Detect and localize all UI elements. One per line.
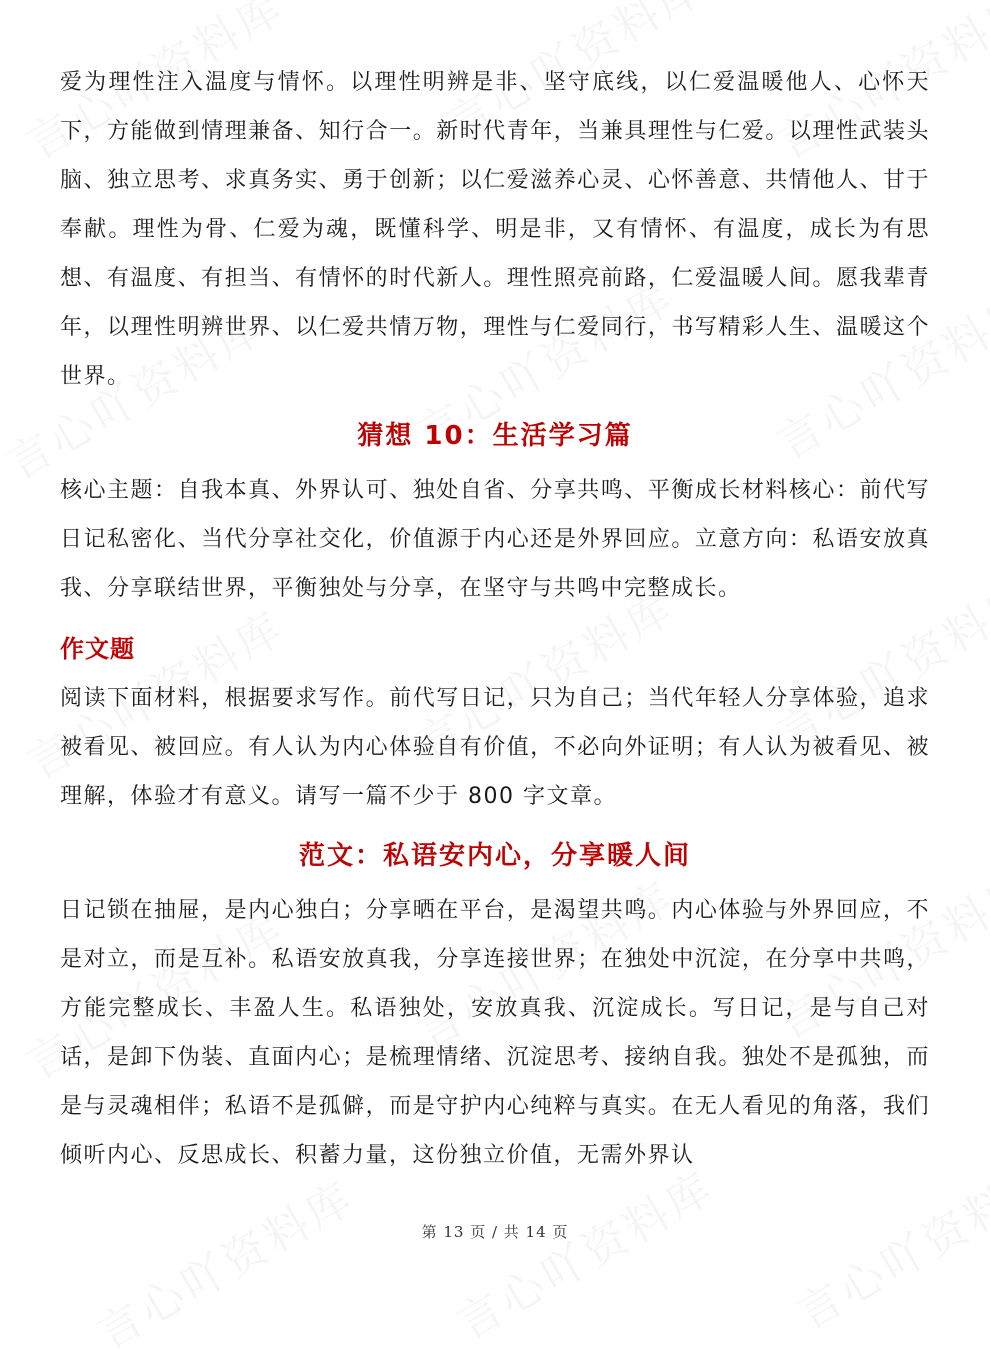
- core-theme-paragraph: 核心主题：自我本真、外界认可、独处自省、分享共鸣、平衡成长材料核心：前代写日记私密化、当代分享社交化，价值源于内心还是外界回应。立意方向：私语安放真我、分享联结世界，平衡独处与分享，在坚守与共鸣中完整成长。: [60, 478, 930, 601]
- section-heading-guess-10: 猜想 10：生活学习篇: [357, 421, 633, 451]
- sample-essay-paragraph: 日记锁在抽屉，是内心独白；分享晒在平台，是渴望共鸣。内心体验与外界回应，不是对立，而是互补。私语安放真我，分享连接世界；在独处中沉淀，在分享中共鸣，方能完整成长、丰盈人生。私语独处，安放真我、沉淀成长。写日记，是与自己对话，是卸下伪装、直面内心；是梳理情绪、沉淀思考、接纳自我。独处不是孤独，而是与灵魂相伴；私语不是孤僻，而是守护内心纯粹与真实。在无人看见的角落，我们倾听内心、反思成长、积蓄力量，这份独立价值，无需外界认: [60, 898, 930, 1168]
- document-body: [60, 58, 930, 1180]
- page-number-footer: 第 13 页 / 共 14 页: [421, 1223, 569, 1241]
- sample-essay-title: 范文：私语安内心，分享暖人间: [298, 841, 691, 871]
- body-paragraph-reason-love: 爱为理性注入温度与情怀。以理性明辨是非、坚守底线，以仁爱温暖他人、心怀天下，方能做到情理兼备、知行合一。新时代青年，当兼具理性与仁爱。以理性武装头脑、独立思考、求真务实、勇于创新；以仁爱滋养心灵、心怀善意、共情他人、甘于奉献。理性为骨、仁爱为魂，既懂科学、明是非，又有情怀、有温度，成长为有思想、有温度、有担当、有情怀的时代新人。理性照亮前路，仁爱温暖人间。愿我辈青年，以理性明辨世界、以仁爱共情万物，理性与仁爱同行，书写精彩人生、温暖这个世界。: [60, 70, 930, 389]
- essay-prompt-paragraph: 阅读下面材料，根据要求写作。前代写日记，只为自己；当代年轻人分享体验，追求被看见、被回应。有人认为内心体验自有价值，不必向外证明；有人认为被看见、被理解，体验才有意义。请写一篇不少于 800 字文章。: [60, 686, 930, 809]
- watermark: [83, 1162, 364, 1361]
- watermark: [443, 1152, 724, 1351]
- essay-question-label: 作文题: [60, 635, 135, 663]
